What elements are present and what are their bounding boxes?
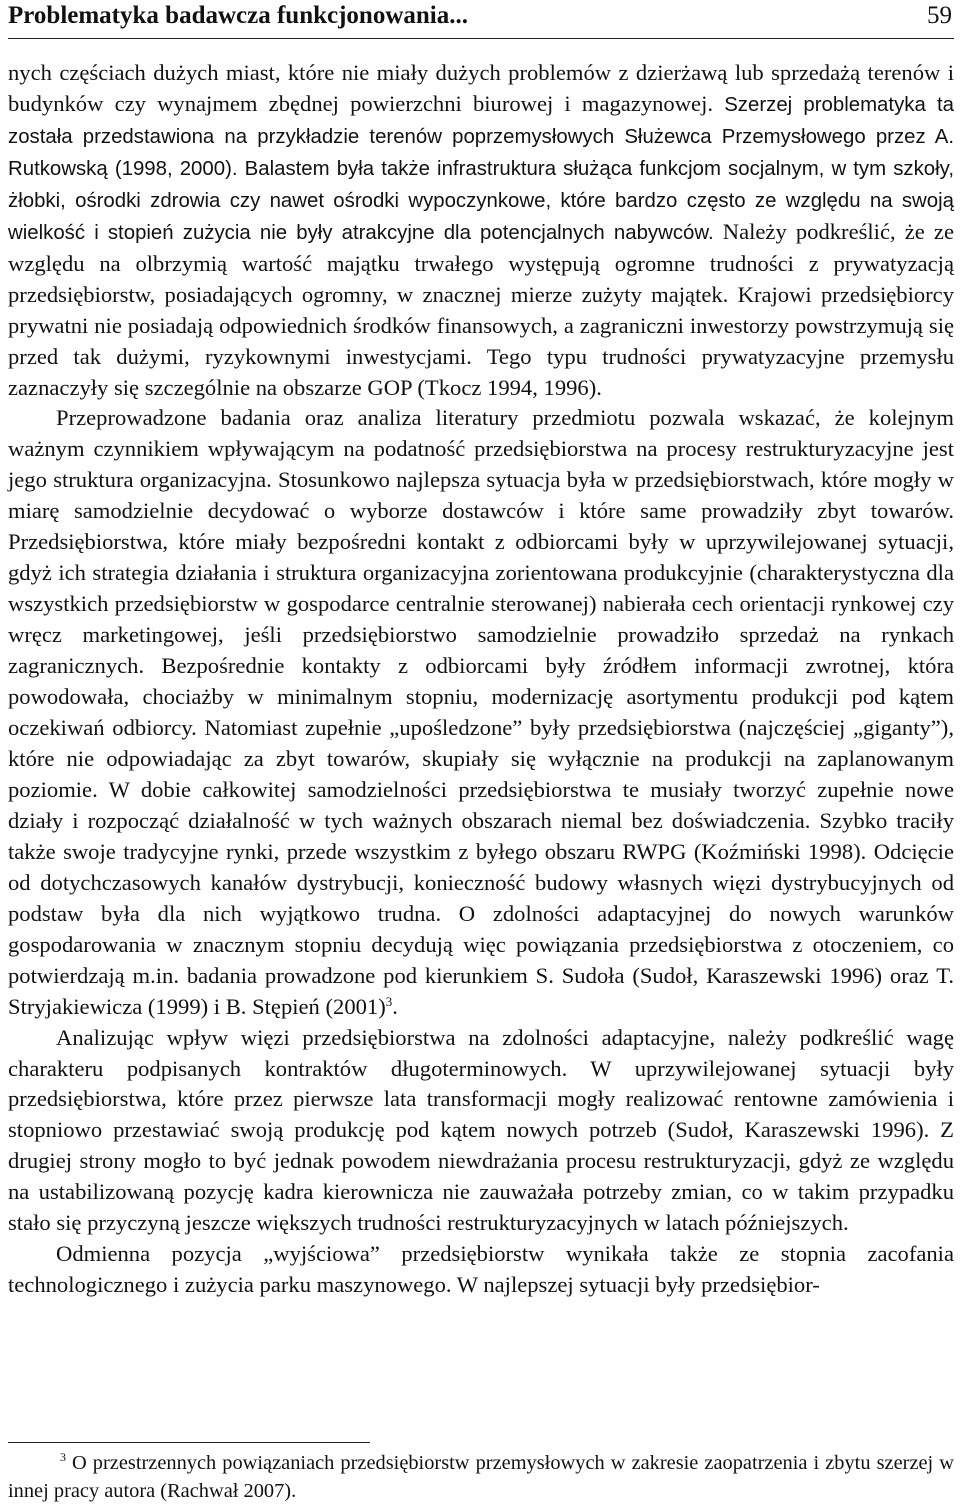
footnote-divider bbox=[8, 1442, 370, 1443]
paragraph-1-part-sans: Szerzej problematyka ta została przedstawiona na przykładzie terenów poprzemysłowych Służewca Przemysłowego przez A. Rutkowską (1998, 2000). Balastem była także infrastruktura służąca funkcjom socjalnym, w tym szkoły, żłobki, ośrodki zdrowia czy nawet ośrodki wypoczynkowe, które bardzo często ze względu na swoją wielkość i stopień zużycia nie były atrakcyjne dla potencjalnych nabywców. bbox=[8, 93, 954, 244]
running-header bbox=[8, 2, 954, 32]
footnote-paragraph bbox=[8, 1450, 954, 1505]
document-page bbox=[8, 0, 954, 1509]
paragraph-2 bbox=[8, 403, 954, 1022]
footnote-reference[interactable]: 3 bbox=[385, 993, 393, 1009]
footnote-mark: 3 bbox=[60, 1450, 66, 1464]
paragraph-1-part-a: nych częściach dużych miast, które nie miały dużych problemów z dzierżawą lub sprzedażą terenów i budynków czy wynajmem zbędnej powierzchni biurowej i magazynowej. bbox=[8, 60, 954, 116]
body-text bbox=[8, 58, 954, 1301]
paragraph-1 bbox=[8, 58, 954, 403]
page-number: 59 bbox=[927, 2, 952, 29]
footnote bbox=[8, 1450, 954, 1505]
running-title: Problematyka badawcza funkcjonowania... bbox=[8, 2, 468, 29]
paragraph-2-text: Przeprowadzone badania oraz analiza literatury przedmiotu pozwala wskazać, że kolejnym ważnym czynnikiem wpływającym na podatność przedsiębiorstwa na procesy restrukturyzacyjne jest jego struktura organizacyjna. Stosunkowo najlepsza sytuacja była w przedsiębiorstwach, które mogły w miarę samodzielnie decydować o wyborze dostawców i które same prowadziły zbyt towarów. Przedsiębiorstwa, które miały bezpośredni kontakt z odbiorcami były w uprzywilejowanej sytuacji, gdyż ich strategia działania i struktura organizacyjna zorientowana produkcyjnie (charakterystyczna dla wszystkich przedsiębiorstw w gospodarce centralnie sterowanej) nabierała cech orientacji rynkowej czy wręcz marketingowej, jeśli przedsiębiorstwo samodzielnie prowadziło sprzedaż na rynkach zagranicznych. Bezpośrednie kontakty z odbiorcami były źródłem informacji zwrotnej, która powodowała, chociażby w minimalnym stopniu, modernizację asortymentu produkcji pod kątem oczekiwań odbiorcy. Natomiast zupełnie „upośledzone” były przedsiębiorstwa (najczęściej „giganty”), które nie odpowiadając za zbyt towarów, skupiały się wyłącznie na produkcji na zaplanowanym poziomie. W dobie całkowitej samodzielności przedsiębiorstwa te musiały tworzyć zupełnie nowe działy i rozpocząć działalność w tych ważnych obszarach niemal bez doświadczenia. Szybko traciły także swoje tradycyjne rynki, przede wszystkim z byłego obszaru RWPG (Koźmiński 1998). Odcięcie od dotychczasowych kanałów dystrybucji, konieczność budowy własnych więzi dystrybucyjnych od podstaw była dla nich wyjątkowo trudna. O zdolności adaptacyjnej do nowych warunków gospodarowania w znacznym stopniu decydują więc powiązania przedsiębiorstwa z otoczeniem, co potwierdzają m.in. badania prowadzone pod kierunkiem S. Sudoła (Sudoł, Karaszewski 1996) oraz T. Stryjakiewicza (1999) i B. Stępień (2001) bbox=[8, 405, 954, 1019]
footnote-text: O przestrzennych powiązaniach przedsiębiorstw przemysłowych w zakresie zaopatrzenia i zbytu szerzej w innej pracy autora (Rachwał 2007). bbox=[8, 1452, 954, 1502]
paragraph-2-end: . bbox=[392, 993, 398, 1019]
paragraph-3: Analizując wpływ więzi przedsiębiorstwa na zdolności adaptacyjne, należy podkreślić wagę charakteru podpisanych kontraktów długoterminowych. W uprzywilejowanej sytuacji były przedsiębiorstwa, które przez pierwsze lata transformacji mogły realizować rentowne zamówienia i stopniowo przestawiać swoją produkcję pod kątem nowych potrzeb (Sudoł, Karaszewski 1996). Z drugiej strony mogło to być jednak powodem niewdrażania procesu restrukturyzacji, gdyż ze względu na ustabilizowaną pozycję kadra kierownicza nie zauważała potrzeby zmian, co w takim przypadku stało się przyczyną jeszcze większych trudności restrukturyzacyjnych w latach późniejszych. bbox=[8, 1024, 954, 1236]
paragraph-4: Odmienna pozycja „wyjściowa” przedsiębiorstw wynikała także ze stopnia zacofania technologicznego i zużycia parku maszynowego. W najlepszej sytuacji były przedsiębior- bbox=[8, 1241, 954, 1298]
header-divider bbox=[8, 38, 954, 39]
paragraph-1-part-b: Należy podkreślić, że ze względu na olbrzymią wartość majątku trwałego występują ogromne trudności z prywatyzacją przedsiębiorstw, posiadających ogromny, w znacznej mierze zużyty majątek. Krajowi przedsiębiorcy prywatni nie posiadają odpowiednich środków finansowych, a zagraniczni inwestorzy powstrzymują się przed tak dużymi, ryzykownymi inwestycjami. Tego typu trudności prywatyzacyjne przemysłu zaznaczyły się szczególnie na obszarze GOP (Tkocz 1994, 1996). bbox=[8, 218, 954, 400]
